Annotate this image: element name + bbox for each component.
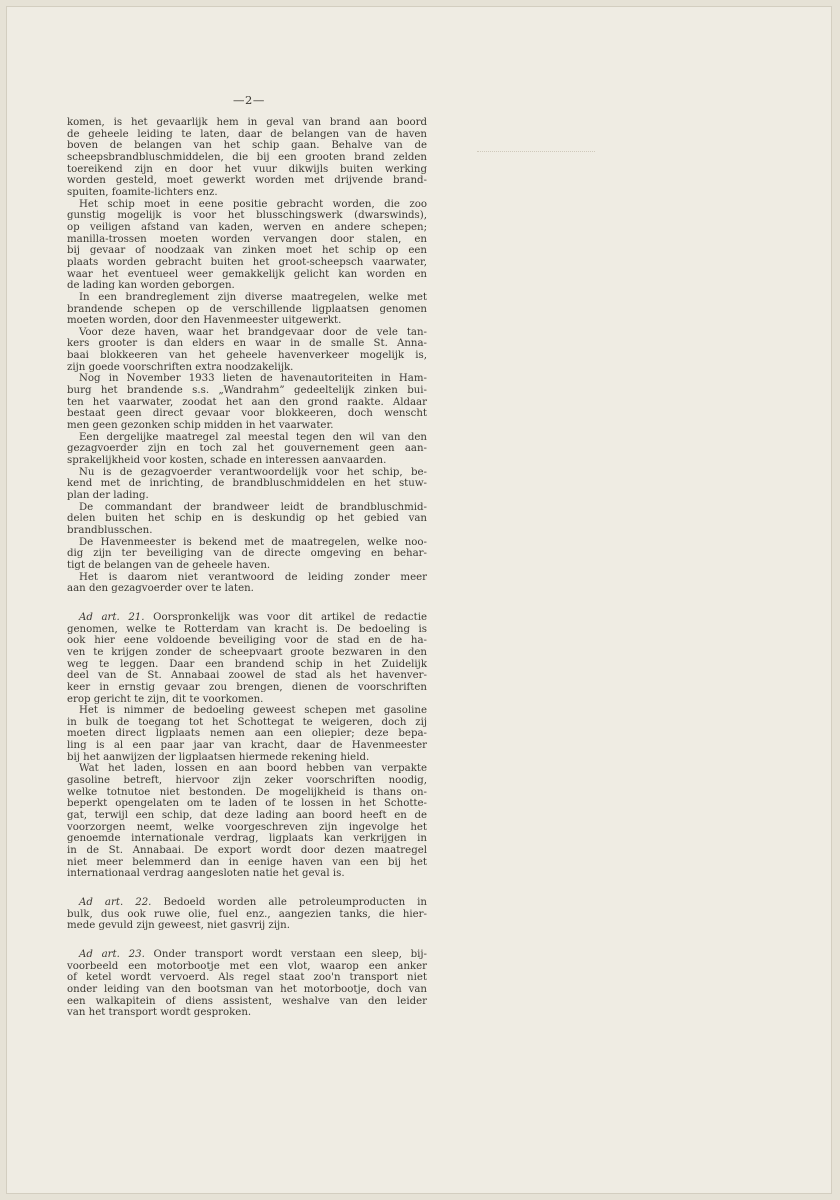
- text-line: deel van de St. Annabaai zoowel de stad als het havenver-: [67, 670, 427, 682]
- text-line: dig zijn ter beveiliging van de directe omgeving en behar-: [67, 548, 427, 560]
- body-text-column: [67, 117, 427, 1019]
- text-line: De commandant der brandweer leidt de brandbluschmid-: [79, 501, 427, 513]
- text-line: internationaal verdrag aangesloten natie het geval is.: [67, 868, 345, 880]
- text-line: brandblusschen.: [67, 524, 153, 536]
- article-paragraph: [67, 949, 427, 1019]
- text-line: manilla-trossen moeten worden vervangen door stalen, en: [67, 233, 427, 245]
- text-line-content: Onder transport wordt verstaan een sleep, bij-: [144, 948, 427, 960]
- text-line: [67, 897, 427, 909]
- text-line: De Havenmeester is bekend met de maatregelen, welke noo-: [79, 536, 427, 548]
- text-line: burg het brandende s.s. „Wandrahm” gedeeltelijk zinken bui-: [67, 385, 427, 397]
- text-line: voorbeeld een motorbootje met een vlot, waarop een anker: [67, 960, 427, 972]
- text-line: op veiligen afstand van kaden, werven en andere schepen;: [67, 221, 427, 233]
- body-paragraph: [67, 502, 427, 537]
- article-paragraph: [67, 897, 427, 932]
- document-page: [6, 6, 832, 1194]
- text-line: niet meer belemmerd dan in eenige haven van een bij het: [67, 856, 427, 868]
- text-line: waar het eventueel weer gemakkelijk gelicht kan worden en: [67, 268, 427, 280]
- text-line: Nu is de gezagvoerder verantwoordelijk voor het schip, be-: [79, 466, 427, 478]
- text-line: een walkapitein of diens assistent, weshalve van den leider: [67, 995, 427, 1007]
- text-line: Het is daarom niet verantwoord de leiding zonder meer: [79, 571, 427, 583]
- body-paragraph: [67, 467, 427, 502]
- text-line: tigt de belangen van de geheele haven.: [67, 559, 271, 571]
- text-line: erop gericht te zijn, dit te voorkomen.: [67, 693, 264, 705]
- text-line: Wat het laden, lossen en aan boord hebben van verpakte: [79, 763, 427, 775]
- text-line: Nog in November 1933 lieten de havenautoriteiten in Ham-: [79, 373, 427, 385]
- text-line: Voor deze haven, waar het brandgevaar door de vele tan-: [79, 326, 427, 338]
- text-line: genoemde internationale verdrag, ligplaats kan verkrijgen in: [67, 833, 427, 845]
- text-line: voorzorgen neemt, welke voorgeschreven zijn ingevolge het: [67, 821, 427, 833]
- text-line: delen buiten het schip en is deskundig op het gebied van: [67, 513, 427, 525]
- text-line: bij gevaar of noodzaak van zinken moet het schip op een: [67, 245, 427, 257]
- text-line: de geheele leiding te laten, daar de belangen van de haven: [67, 128, 427, 140]
- paragraph-gap: [67, 595, 427, 612]
- text-line: ven te krijgen zonder de scheepvaart groote bezwaren in den: [67, 646, 427, 658]
- text-line: kers grooter is dan elders en waar in de smalle St. Anna-: [67, 338, 427, 350]
- text-line: moeten direct ligplaats nemen aan een oliepier; deze bepa-: [67, 728, 427, 740]
- text-line: ook hier eene voldoende beveiliging voor de stad en de ha-: [67, 635, 427, 647]
- text-line: plaats worden gebracht buiten het groot-scheepsch vaarwater,: [67, 256, 427, 268]
- text-line: men geen gezonken schip midden in het vaarwater.: [67, 420, 334, 432]
- text-line: onder leiding van den bootsman van het motorbootje, doch van: [67, 983, 427, 995]
- paragraph-gap: [67, 932, 427, 949]
- page-number: —2—: [233, 93, 265, 107]
- text-line-content: Oorspronkelijk was voor dit artikel de redactie: [144, 611, 427, 623]
- text-line: scheepsbrandbluschmiddelen, die bij een grooten brand zelden: [67, 151, 427, 163]
- text-line: In een brandreglement zijn diverse maatregelen, welke met: [79, 291, 427, 303]
- text-line: de lading kan worden geborgen.: [67, 280, 235, 292]
- body-paragraph: [67, 327, 427, 374]
- body-paragraph: [67, 373, 427, 431]
- text-line: Een dergelijke maatregel zal meestal tegen den wil van den: [79, 431, 427, 443]
- text-line: worden gesteld, moet gewerkt worden met drijvende brand-: [67, 175, 427, 187]
- paragraph-gap: [67, 880, 427, 897]
- body-paragraph: [67, 432, 427, 467]
- body-paragraph: [67, 199, 427, 292]
- body-paragraph: [67, 705, 427, 763]
- text-line: gezagvoerder zijn en toch zal het gouvernement geen aan-: [67, 443, 427, 455]
- text-line: plan der lading.: [67, 490, 149, 501]
- text-line: gat, terwijl een schip, dat deze lading aan boord heeft en de: [67, 810, 427, 822]
- text-line: boven de belangen van het schip gaan. Behalve van de: [67, 140, 427, 152]
- article-reference: Ad art. 23.: [79, 948, 145, 960]
- text-line-content: Bedoeld worden alle petroleumproducten in: [151, 897, 427, 908]
- text-line: genomen, welke te Rotterdam van kracht is. De bedoeling is: [67, 623, 427, 635]
- article-reference: Ad art. 21.: [79, 611, 145, 623]
- article-reference: Ad art. 22.: [79, 897, 152, 908]
- text-line: spuiten, foamite-lichters enz.: [67, 186, 218, 198]
- text-line: welke totnutoe niet bestonden. De mogelijkheid is thans on-: [67, 786, 427, 798]
- bleed-through-dots: [477, 151, 595, 153]
- text-line: [67, 612, 427, 624]
- text-line: Het is nimmer de bedoeling geweest schepen met gasoline: [79, 705, 427, 717]
- text-line: baai blokkeeren van het geheele havenverkeer mogelijk is,: [67, 350, 427, 362]
- text-line: van het transport wordt gesproken.: [67, 1007, 252, 1019]
- text-line: brandende schepen op de verschillende ligplaatsen genomen: [67, 303, 427, 315]
- text-line: kend met de inrichting, de brandbluschmiddelen en het stuw-: [67, 478, 427, 490]
- text-line: weg te leggen. Daar een brandend schip in het Zuidelijk: [67, 658, 427, 670]
- body-paragraph: [67, 292, 427, 327]
- text-line: moeten worden, door den Havenmeester uitgewerkt.: [67, 315, 342, 327]
- text-line: bij het aanwijzen der ligplaatsen hiermede rekening hield.: [67, 751, 370, 763]
- text-line: sprakelijkheid voor kosten, schade en interessen aanvaarden.: [67, 455, 387, 467]
- text-line: aan den gezagvoerder over te laten.: [67, 583, 254, 595]
- text-line: mede gevuld zijn geweest, niet gasvrij zijn.: [67, 920, 290, 932]
- text-line: bestaat geen direct gevaar voor blokkeeren, doch wenscht: [67, 408, 427, 420]
- text-line: zijn goede voorschriften extra noodzakelijk.: [67, 361, 294, 373]
- body-paragraph: [67, 117, 427, 199]
- text-line: toereikend zijn en door het vuur dikwijls buiten werking: [67, 163, 427, 175]
- text-line: ten het vaarwater, zoodat het aan den grond raakte. Aldaar: [67, 396, 427, 408]
- body-paragraph: [67, 763, 427, 880]
- text-line: in de St. Annabaai. De export wordt door dezen maatregel: [67, 845, 427, 857]
- text-line: komen, is het gevaarlijk hem in geval van brand aan boord: [67, 117, 427, 128]
- text-line: gunstig mogelijk is voor het blusschingswerk (dwarswinds),: [67, 210, 427, 222]
- text-line: keer in ernstig gevaar zou brengen, dienen de voorschriften: [67, 681, 427, 693]
- text-line: beperkt opengelaten om te laden of te lossen in het Schotte-: [67, 798, 427, 810]
- body-paragraph: [67, 572, 427, 595]
- text-line: gasoline betreft, hiervoor zijn zeker voorschriften noodig,: [67, 775, 427, 787]
- text-line: Het schip moet in eene positie gebracht worden, die zoo: [79, 198, 427, 210]
- body-paragraph: [67, 537, 427, 572]
- text-line: of ketel wordt vervoerd. Als regel staat zoo'n transport niet: [67, 972, 427, 984]
- text-line: in bulk de toegang tot het Schottegat te weigeren, doch zij: [67, 716, 427, 728]
- text-line: ling is al een paar jaar van kracht, daar de Havenmeester: [67, 740, 427, 752]
- text-line: bulk, dus ook ruwe olie, fuel enz., aangezien tanks, die hier-: [67, 908, 427, 920]
- text-line: [67, 949, 427, 961]
- article-paragraph: [67, 612, 427, 705]
